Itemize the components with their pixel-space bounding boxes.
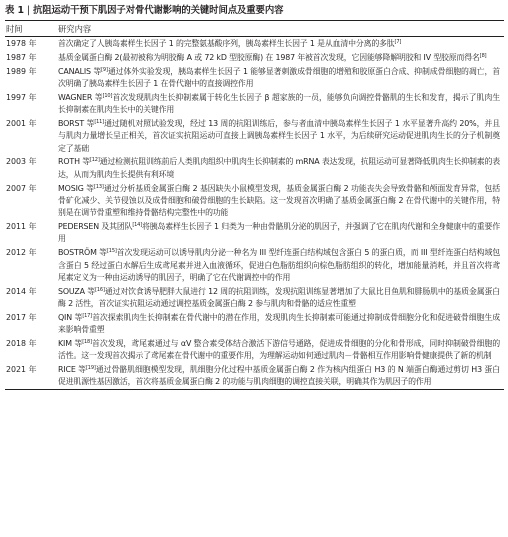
row-text-continued: 通过对饮食诱导肥胖大鼠进行 12 周的抗阻训练，发现抗阻训练显著增加了大鼠比目鱼肌和腓肠肌中的基质金属蛋白酶 2 活性，首次证实抗阻运动通过调控基质金属蛋白酶 2 参与肌肉和骨骼的适应性重塑 <box>58 286 500 309</box>
row-text-continued: 将胰岛素样生长因子 1 归类为一种由骨骼肌分泌的肌因子，并强调了它在肌肉代谢和全身健康中的重要作用 <box>58 222 501 244</box>
row-reference: [8] <box>479 53 487 59</box>
table-header <box>5 21 504 36</box>
table-title: 抗阻运动干预下肌因子对骨代谢影响的关键时间点及重要内容 <box>32 5 284 16</box>
caption-separator: | <box>26 5 30 16</box>
row-text: QIN 等 <box>58 312 83 322</box>
row-content <box>58 221 504 246</box>
row-content <box>58 312 504 337</box>
row-content <box>58 286 504 311</box>
table-body <box>5 37 504 389</box>
row-text-continued: 首次发现肌肉生长抑制素属于转化生长因子 β 超家族的一员，能够负向调控骨骼肌的生长和发育，揭示了肌肉生长抑制素在肌肉生长中的关键作用 <box>58 92 500 115</box>
row-text-continued: 首次发现运动可以诱导肌肉分泌一种名为 III 型纤连蛋白结构域包含蛋白 5 的蛋白质，而 III 型纤连蛋白结构域包含蛋白 5 经过蛋白水解后生成鸢尾素并进入血液循环，促进白色脂肪组织向棕色脂肪组织的转化，增加能量消耗，并且首次将鸢尾素定义为一种由运动诱导的肌因子，明确了它在代谢调控中的作用 <box>58 248 500 282</box>
row-year: 1997 年 <box>6 92 37 102</box>
row-text-continued: 通过分析基质金属蛋白酶 2 基因缺失小鼠模型发现，基质金属蛋白酶 2 功能丧失会导致骨骼和颅面发育异常，包括骨矿化减少、关节侵蚀以及成骨细胞和破骨细胞的生长缺陷。这一发现首次明确了基质金属蛋白酶 2 在骨代谢中的关键作用，特别是在调节骨重塑和维持骨骼结构完整性中的功能 <box>58 183 500 218</box>
table-caption <box>5 4 504 20</box>
row-year: 1989 年 <box>6 66 37 76</box>
table-row <box>5 284 504 310</box>
row-text-continued: 通过检测抗阻训练前后人类肌肉组织中肌肉生长抑制素的 mRNA 表达发现，抗阻运动可显著降低肌肉生长抑制素的表达，从而为肌肉生长提供有利环境 <box>58 157 501 179</box>
row-content <box>58 66 504 91</box>
table-row <box>5 363 504 389</box>
table-row <box>5 220 504 246</box>
table-row <box>5 117 504 156</box>
row-year: 2014 年 <box>6 286 37 296</box>
header-time: 时间 <box>6 23 23 34</box>
row-reference: [7] <box>394 39 402 46</box>
row-text-continued: 通过随机对照试验发现，经过 13 周的抗阻训练后，参与者血清中胰岛素样生长因子 1 水平显著升高约 20%，并且与肌肉力量增长呈正相关，首次证实抗阻运动可直接上调胰岛素样生长因子 1 水平，为后续研究运动促进肌肉生长的分子机制奠定了基础 <box>58 118 500 153</box>
row-reference: [19] <box>86 365 96 372</box>
row-year: 2007 年 <box>6 183 37 193</box>
table-row <box>5 246 504 285</box>
row-reference: [12] <box>89 157 100 164</box>
row-text: KIM 等 <box>58 338 83 348</box>
row-text-continued: 首次发现，鸢尾素通过与 αV 整合素受体结合激活下游信号通路，促进成骨细胞的分化和骨形成，同时抑制破骨细胞的活性。这一发现首次揭示了鸢尾素在骨代谢中的重要作用，为理解运动如何通过肌肉－骨骼相互作用影响骨健康提供了新的机制 <box>58 338 500 361</box>
row-reference: [18] <box>82 338 92 345</box>
row-content <box>58 364 504 389</box>
row-text: CANALIS 等 <box>58 66 102 76</box>
row-year: 2003 年 <box>6 157 37 167</box>
row-text-continued: 通过骨骼肌细胞模型发现，肌细胞分化过程中基质金属蛋白酶 2 作为核内组蛋白 H3 的 N 端蛋白酶通过剪切 H3 蛋白促进肌源性基因激活，首次将基质金属蛋白酶 2 的功能与肌肉细胞的调控直接关联，明确其作为肌因子的作用 <box>58 365 500 387</box>
row-text: PEDERSEN 及其团队 <box>58 222 133 232</box>
row-year: 2018 年 <box>6 338 37 348</box>
row-content <box>58 118 504 155</box>
row-text: 基质金属蛋白酶 2(最初被称为明胶酶 A 或 72 kD 型胶原酶) 在 1987 年被首次发现，它因能够降解明胶和 IV 型胶原而得名 <box>58 53 480 62</box>
row-text: MOSIG 等 <box>58 183 95 193</box>
row-content <box>58 247 504 284</box>
row-text: ROTH 等 <box>58 157 90 167</box>
row-reference: [11] <box>94 118 104 125</box>
row-year: 2012 年 <box>6 248 37 258</box>
row-year: 1987 年 <box>6 53 37 62</box>
row-reference: [17] <box>82 312 92 319</box>
table-row <box>5 51 504 65</box>
row-content <box>58 156 504 181</box>
row-year: 2011 年 <box>6 222 37 232</box>
table-row <box>5 181 504 220</box>
table-label: 表 1 <box>5 5 24 16</box>
row-year: 2017 年 <box>6 312 37 322</box>
row-reference: [9] <box>101 66 108 73</box>
row-reference: [10] <box>102 92 113 99</box>
table-bottom-rule <box>5 389 504 390</box>
row-reference: [16] <box>95 286 105 293</box>
row-text: BORST 等 <box>58 118 95 128</box>
table-row <box>5 64 504 90</box>
table-row <box>5 337 504 363</box>
row-text: BOSTRÖM 等 <box>58 248 107 258</box>
row-text-continued: 首次探索肌肉生长抑制素在骨代谢中的潜在作用，发现肌肉生长抑制素可能通过抑制成骨细胞分化和促进破骨细胞生成来影响骨重塑 <box>58 312 500 335</box>
table-row <box>5 155 504 181</box>
row-content <box>58 38 504 50</box>
row-year: 2021 年 <box>6 365 37 375</box>
row-text: 首次确定了人胰岛素样生长因子 1 的完整氨基酸序列，胰岛素样生长因子 1 是从血清中分离的多肽 <box>58 39 395 49</box>
row-content <box>58 338 504 363</box>
row-year: 2001 年 <box>6 118 37 128</box>
row-reference: [13] <box>94 183 104 190</box>
row-text: SOUZA 等 <box>58 286 96 296</box>
row-reference: [15] <box>106 248 117 255</box>
row-content <box>58 183 504 220</box>
table-row <box>5 91 504 117</box>
row-content <box>58 52 504 64</box>
row-reference: [14] <box>132 222 142 229</box>
row-content <box>58 92 504 117</box>
table-row <box>5 37 504 51</box>
row-text: RICE 等 <box>58 365 86 375</box>
row-year: 1978 年 <box>6 39 37 49</box>
header-content: 研究内容 <box>58 23 92 34</box>
table-row <box>5 311 504 337</box>
row-text-continued: 通过体外实验发现，胰岛素样生长因子 1 能够显著刺激成骨细胞的增殖和胶原蛋白合成、抑制成骨细胞的凋亡，首次明确了胰岛素样生长因子 1 在骨代谢中的直接调控作用 <box>58 66 500 89</box>
row-text: WAGNER 等 <box>58 92 103 102</box>
